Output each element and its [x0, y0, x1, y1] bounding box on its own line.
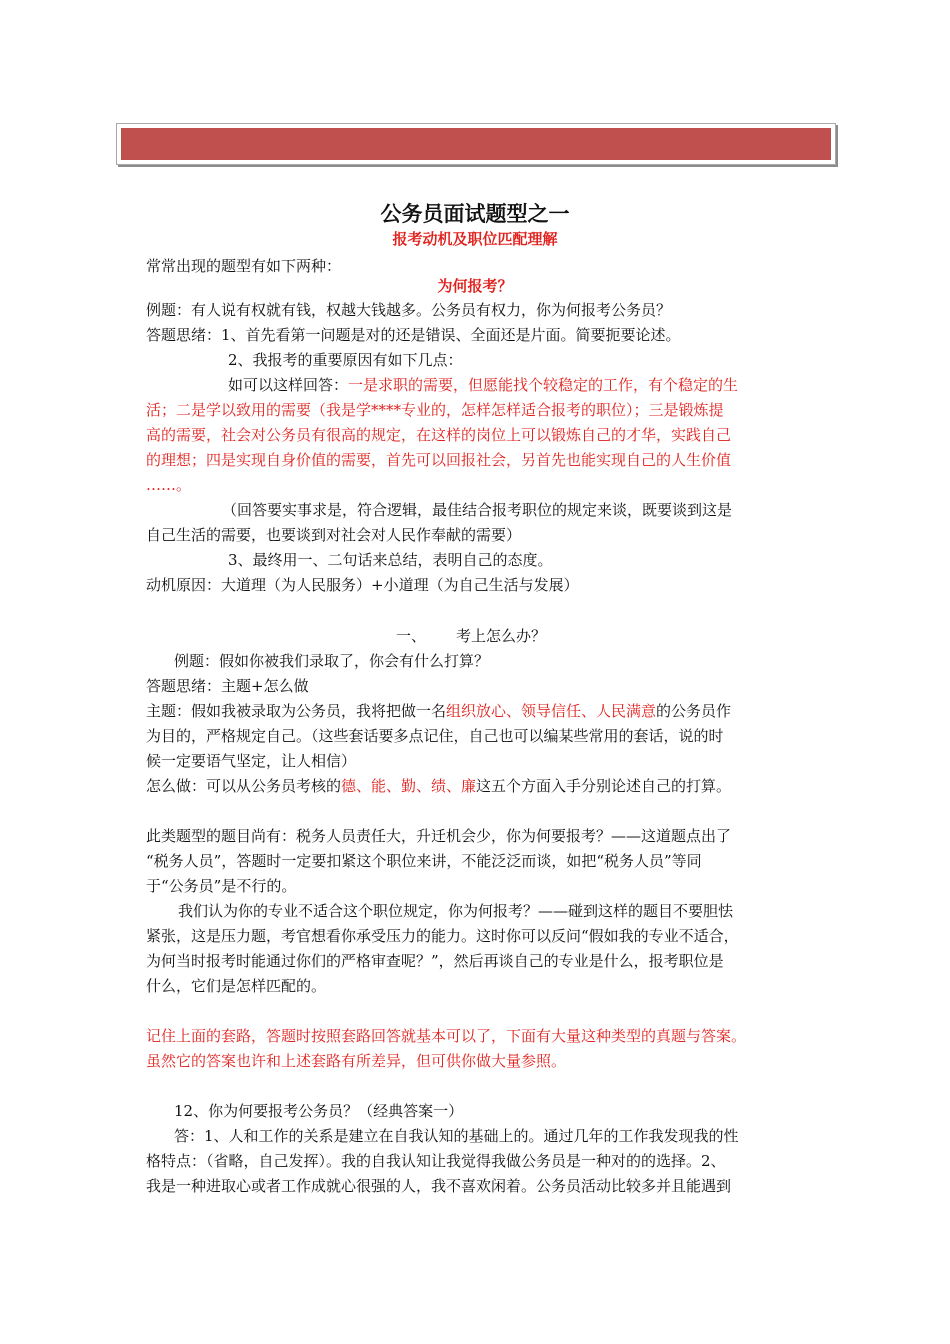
header-banner-fill	[121, 128, 831, 160]
red-note-line-2: 虽然它的答案也许和上述套路有所差异，但可供你做大量参照。	[146, 1052, 567, 1070]
section-heading-after-pass	[396, 626, 546, 646]
approach-step-3: 3、最终用一、二句话来总结，表明自己的态度。	[228, 551, 553, 569]
answer-prefix: 如可以这样回答：	[228, 376, 349, 394]
approach-theme: 答题思绪：主题+怎么做	[146, 677, 309, 695]
para2-line-4: 什么，它们是怎样匹配的。	[146, 977, 327, 995]
note-line-2: 自己生活的需要，也要谈到对社会对人民作奉献的需要）	[146, 526, 522, 544]
para1-line-3: 于“公务员”是不行的。	[146, 877, 297, 895]
para2-line-3: 为何当时报考时能通过你们的严格审查呢？”，然后再谈自己的专业是什么，报考职位是	[146, 952, 724, 970]
theme-text-a: 主题：假如我被录取为公务员，我将把做一名	[146, 702, 447, 720]
how-text-b: 这五个方面入手分别论述自己的打算。	[476, 777, 732, 795]
header-banner	[116, 123, 836, 165]
how-keywords: 德、能、勤、绩、廉	[341, 777, 477, 795]
approach-step-2: 2、我报考的重要原因有如下几点：	[228, 351, 463, 369]
answer12-line-1: 答：1、人和工作的关系是建立在自我认知的基础上的。通过几年的工作我发现我的性	[174, 1127, 739, 1145]
approach-step-1: 答题思绪：1、首先看第一问题是对的还是错误、全面还是片面。简要扼要论述。	[146, 326, 681, 344]
theme-keywords: 组织放心、领导信任、人民满意	[446, 702, 657, 720]
theme-text-b: 的公务员作	[656, 702, 732, 720]
intro-text: 常常出现的题型有如下两种：	[146, 257, 342, 275]
answer-line-1	[228, 375, 738, 395]
document-title: 公务员面试题型之一	[380, 202, 570, 226]
answer12-line-3: 我是一种进取心或者工作成就心很强的人，我不喜欢闲着。公务员活动比较多并且能遇到	[146, 1177, 732, 1195]
para1-line-2: “税务人员”，答题时一定要扣紧这个职位来讲，不能泛泛而谈，如把“税务人员”等同	[146, 852, 702, 870]
example-question: 例题：有人说有权就有钱，权越大钱越多。公务员有权力，你为何报考公务员？	[146, 301, 672, 319]
para1-line-1: 此类题型的题目尚有：税务人员责任大，升迁机会少，你为何要报考？——这道题点出了	[146, 827, 732, 845]
example-question-2: 例题：假如你被我们录取了，你会有什么打算？	[174, 652, 490, 670]
document-subtitle: 报考动机及职位匹配理解	[392, 230, 558, 248]
how-line	[146, 776, 731, 796]
answer12-line-2: 格特点：（省略，自己发挥）。我的自我认知让我觉得我做公务员是一种对的的选择。2、	[146, 1152, 726, 1170]
theme-line-2: 为目的，严格规定自己。（这些套话要多点记住，自己也可以编某些常用的套话，说的时	[146, 727, 724, 745]
section-heading-why-apply: 为何报考？	[437, 277, 513, 295]
red-note-line-1: 记住上面的套路，答题时按照套路回答就基本可以了，下面有大量这种类型的真题与答案。	[146, 1027, 747, 1045]
heading-text: 考上怎么办？	[456, 627, 547, 645]
answer-line-3: 高的需要，社会对公务员有很高的规定，在这样的岗位上可以锻炼自己的才华，实践自己	[146, 426, 732, 444]
how-text-a: 怎么做：可以从公务员考核的	[146, 777, 342, 795]
answer-line-4: 的理想；四是实现自身价值的需要，首先可以回报社会，另首先也能实现自己的人生价值	[146, 451, 732, 469]
note-line-1: （回答要实事求是，符合逻辑，最佳结合报考职位的规定来谈，既要谈到这是	[222, 501, 733, 519]
theme-line-1	[146, 701, 731, 721]
heading-number: 一、	[396, 627, 427, 645]
theme-line-3: 候一定要语气坚定，让人相信）	[146, 752, 357, 770]
answer-line-5: ……。	[146, 476, 192, 494]
motive-summary: 动机原因：大道理（为人民服务）+小道理（为自己生活与发展）	[146, 576, 579, 594]
answer-red-1: 一是求职的需要，但愿能找个较稳定的工作，有个稳定的生	[348, 376, 739, 394]
answer-line-2: 活；二是学以致用的需要（我是学****专业的，怎样怎样适合报考的职位）；三是锻炼提	[146, 401, 724, 419]
para2-line-1: 我们认为你的专业不适合这个职位规定，你为何报考？——碰到这样的题目不要胆怯	[178, 902, 734, 920]
question-12: 12、你为何要报考公务员？（经典答案一）	[174, 1102, 464, 1120]
para2-line-2: 紧张，这是压力题，考官想看你承受压力的能力。这时你可以反问“假如我的专业不适合，	[146, 927, 739, 945]
